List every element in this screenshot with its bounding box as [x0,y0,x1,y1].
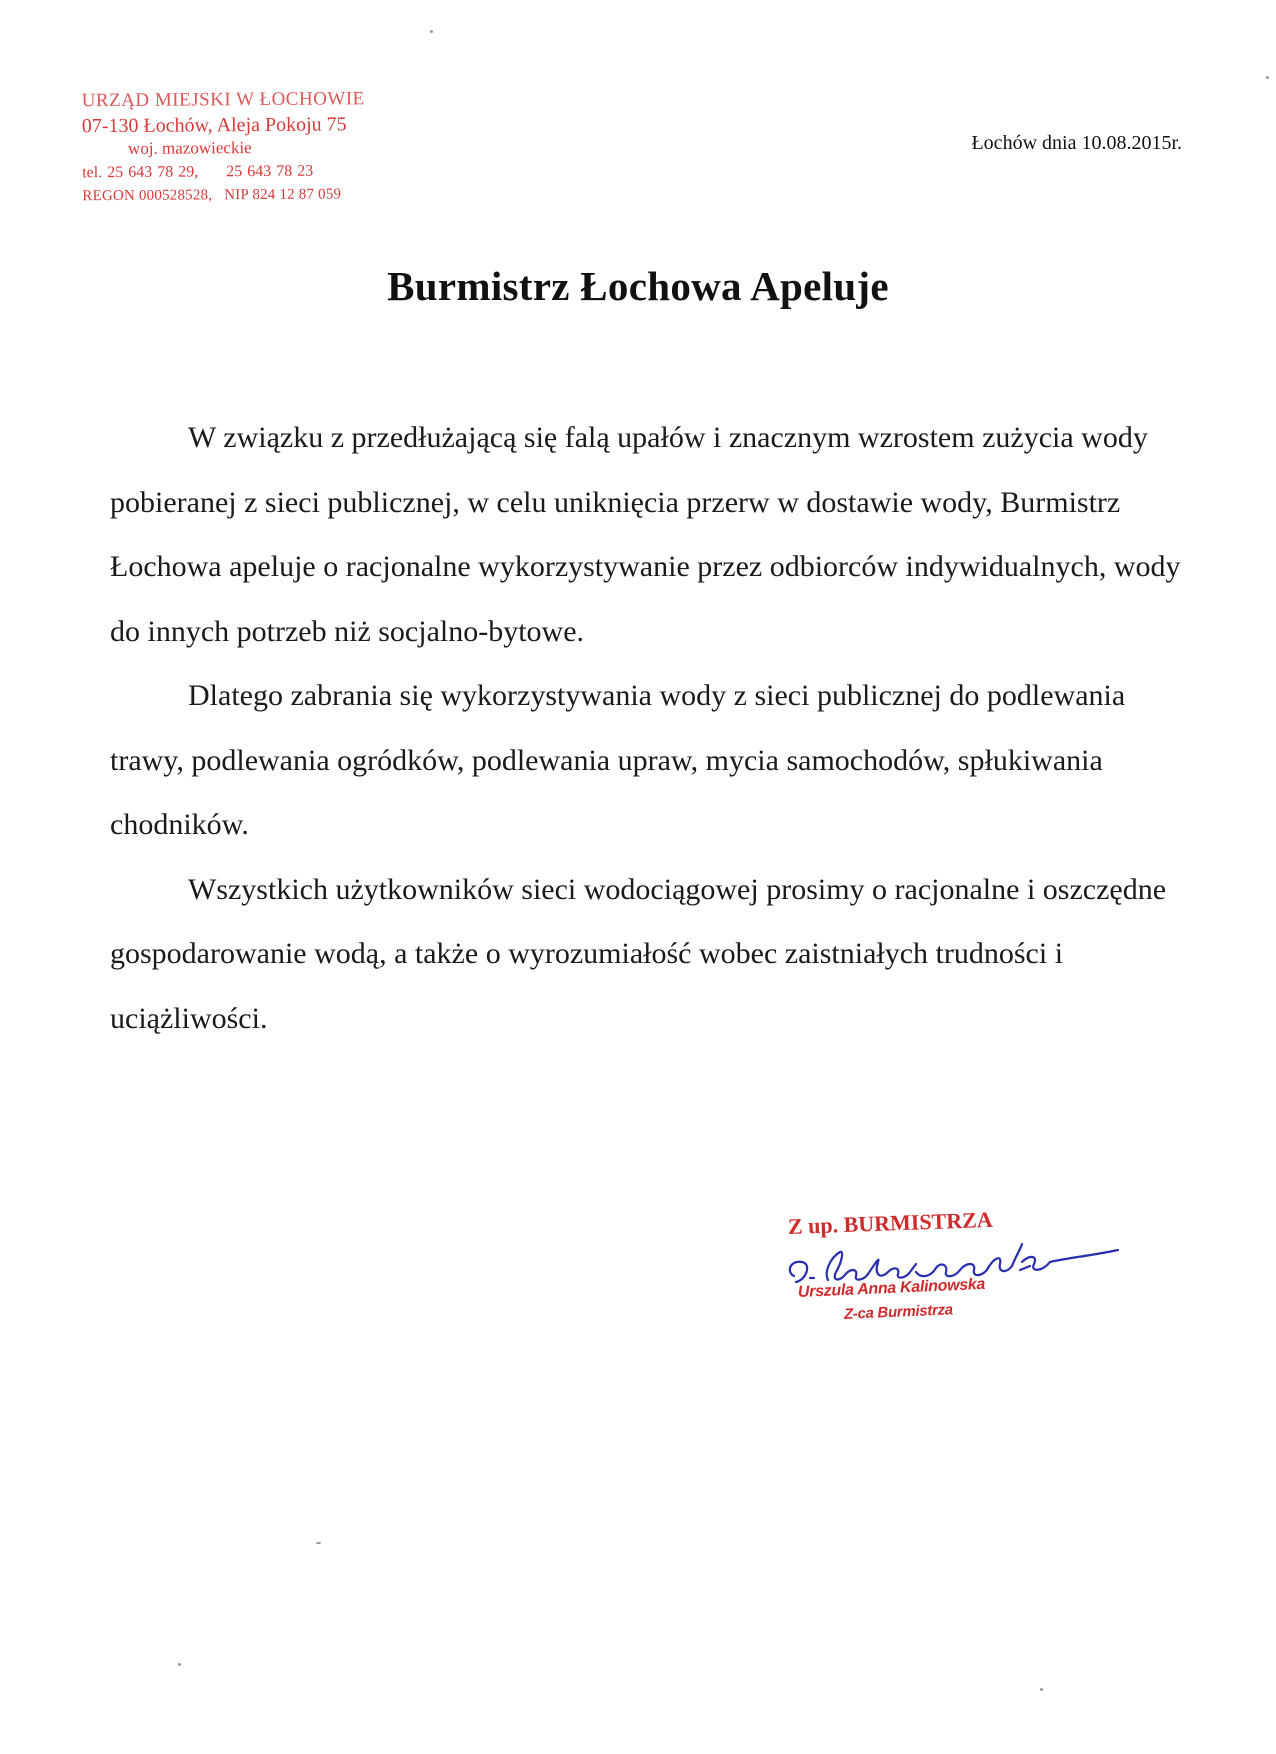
stamp-phones [82,163,440,181]
stamp-phone-1: tel. 25 643 78 29, [82,163,199,182]
signatory-role: Z-ca Burmistrza [843,1301,954,1323]
stamp-address: 07-130 Łochów, Aleja Pokoju 75 [81,113,347,138]
office-header-stamp [80,89,441,205]
stamp-region: woj. mazowieckie [127,138,252,158]
scan-speck [1266,76,1269,79]
signature-authorization-stamp: Z up. BURMISTRZA [787,1206,994,1239]
paragraph: W związku z przedłużającą się falą upałów i znacznym wzrostem zużycia wody pobieranej z sieci publicznej, w celu uniknięcia przerw w dostawie wody, Burmistrz Łochowa apeluje o racjonalne wykorzystywanie przez odbiorców indywidualnych, wody do innych potrzeb niż socjalno-bytowe. [110,421,1181,648]
scan-speck [316,1542,321,1544]
stamp-ids [82,187,440,204]
stamp-phone-2: 25 643 78 23 [226,162,314,181]
page-title: Burmistrz Łochowa Apeluje [387,263,889,309]
stamp-office-name: URZĄD MIEJSKI W ŁOCHOWIE [81,88,365,112]
letter-date: Łochów dnia 10.08.2015r. [971,132,1182,154]
stamp-regon: REGON 000528528, [82,187,213,205]
letter-body [110,406,1190,1051]
scan-speck [178,1663,181,1666]
scan-speck [430,30,433,33]
stamp-nip: NIP 824 12 87 059 [224,186,342,204]
signature-block [780,1206,1140,1342]
paragraph: Wszystkich użytkowników sieci wodociągowej prosimy o racjonalne i oszczędne gospodarowanie wodą, a także o wyrozumiałość wobec zaistniałych trudności i uciążliwości. [110,872,1167,1035]
paragraph: Dlatego zabrania się wykorzystywania wody z sieci publicznej do podlewania trawy, podlewania ogródków, podlewania upraw, mycia samochodów, spłukiwania chodników. [110,679,1126,841]
signatory-name: Urszula Anna Kalinowska [797,1275,986,1301]
scan-speck [1040,1688,1043,1691]
